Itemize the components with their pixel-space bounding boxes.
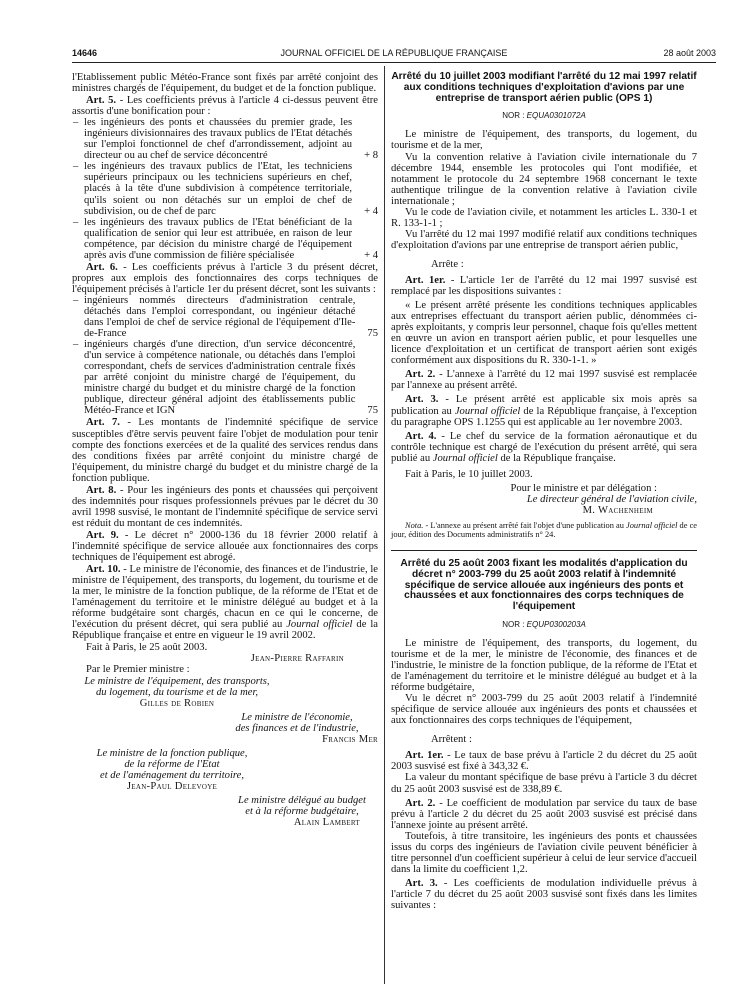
column-divider [384, 66, 385, 984]
signatory-equipment: Le ministre de l'équipement, des transports, du logement, du tourisme et de la mer, Gilles de Robien [84, 675, 270, 709]
arrete-title: Arrêté du 10 juillet 2003 modifiant l'arrêté du 12 mai 1997 relatif aux conditions techniques d'exploitation d'avions par une entreprise de transport aérien public (OPS 1) [391, 71, 697, 104]
article-5: Art. 5. - Les coefficients prévus à l'article 4 ci-dessus peuvent être assortis d'une bonification pour : [72, 95, 378, 118]
coefficient-value: + 4 [364, 205, 378, 217]
delegation-line: Pour le ministre et par délégation : [510, 482, 657, 494]
decree-continuation: l'Etablissement public Météo-France sont fixés par arrêté conjoint des ministres chargés de l'équipement, du budget et de la fonction publique. [72, 72, 378, 95]
right-column [391, 72, 697, 990]
section-divider [391, 550, 697, 551]
list-item: – ingénieurs chargés d'une direction, d'un service déconcentré, d'un service à compétence nationale, ou détachés dans l'emploi correspondant, chefs de services d'administration centrale fixés par arrêté conjoint du ministre chargé de l'équipement, du ministre chargé du budget et du ministre chargé de la fonction publique, directeur général adjoint des établissements public Météo-France et IGN 75 [84, 339, 378, 416]
preamble-visa: Vu le décret n° 2003-799 du 25 août 2003 relatif à l'indemnité spécifique de service allouée aux ingénieurs des ponts et chaussées et aux fonctionnaires des corps techniques de l'équipement, [391, 693, 697, 727]
preamble-ministers: Le ministre de l'équipement, des transports, du logement, du tourisme et de la mer, le ministre de l'économie, des finances et de l'industrie, le ministre de la fonction publique, de la réforme de l'Etat et de l'aménagement du territoire et le ministre délégué au budget et à la réforme budgétaire, [391, 637, 697, 694]
article-label: Art. 7. [86, 417, 120, 429]
signatory-title: Le directeur général de l'aviation civile, [526, 493, 697, 505]
list-item: – les ingénieurs des travaux publics de l'Etat, les techniciens supérieurs principaux ou les techniciens supérieurs en chef, placés à la tête d'une subdivision à compétence territoriale, qu'ils soient ou non détachés sur un emploi de chef de subdivision, ou de chef de parc + 4 [84, 161, 378, 216]
signer-prime-minister: Jean-Pierre Raffarin [250, 653, 344, 665]
coefficient-value: 75 [367, 328, 378, 340]
list-item: – ingénieurs nommés directeurs d'administration centrale, détachés dans l'emploi correspondant, ou ingénieur détaché dans l'emploi de chef de service régional de l'équipement d'Ile-de-France 75 [84, 295, 378, 339]
article-3: Art. 3. - Les coefficients de modulation individuelle prévus à l'article 7 du décret du 25 août 2003 susvisé sont fixés dans les limites suivantes : [391, 877, 697, 911]
coefficient-value: 75 [367, 405, 378, 417]
article-2: Art. 2. - L'annexe à l'arrêté du 12 mai 1997 susvisé est remplacée par l'annexe au présent arrêté. [391, 369, 697, 392]
article-label: Art. 9. [86, 529, 119, 541]
article-label: Art. 10. [86, 564, 121, 576]
signature-date: Fait à Paris, le 25 août 2003. [86, 642, 208, 654]
article-3: Art. 3. - Le présent arrêté est applicable six mois après sa publication au Journal officiel de la République française, à l'exception du paragraphe OPS 1.1255 qui est applicable au 1er novembre 2003. [391, 394, 697, 428]
article-6: Art. 6. - Les coefficients prévus à l'article 3 du présent décret, propres aux emplois des fonctionnaires des corps techniques de l'équipement précisés à l'article 1er du présent décret, sont les suivants : [72, 261, 379, 295]
preamble-visa: Vu la convention relative à l'aviation civile internationale du 7 décembre 1944, ensemble les protocoles qui l'ont modifiée, et notamment le protocole du 24 septembre 1968 concernant le texte authentique trilingue de la convention relative à l'aviation civile internationale ; [391, 151, 697, 207]
article-1-quote: « Le présent arrêté présente les conditions techniques applicables aux entreprises effectuant du transport aérien public, dénommées ci-après exploitants, y compris leur personnel, chaque fois qu'elles mettent en œuvre un avion en transport aérien public, et pour lesquelles une licence d'exploitation et un certificat de transport aérien sont exigés conformément aux dispositions du R. 330-1-1. » [391, 300, 697, 367]
signature-date: Fait à Paris, le 10 juillet 2003. [405, 468, 533, 480]
nor-reference: NOR : EQUA0301072A [502, 111, 586, 121]
list-item: – les ingénieurs des travaux publics de l'Etat bénéficiant de la qualification de senior qui leur est attribuée, en raison de leur compétence, par décision du ministre chargé de l'équipement après avis d'une commission de filière spécialisée + 4 [84, 217, 378, 261]
article-9: Art. 9. - Le décret n° 2000-136 du 18 février 2000 relatif à l'indemnité spécifique de service allouée aux fonctionnaires des corps techniques de l'équipement est abrogé. [72, 529, 378, 564]
preamble-visa: Vu l'arrêté du 12 mai 1997 modifié relatif aux conditions techniques d'exploitation d'avions par une entreprise de transport aérien public, [391, 228, 697, 251]
signatory-name: M. Wachenheim [582, 504, 653, 516]
left-column [72, 72, 378, 990]
article-4: Art. 4. - Le chef du service de la formation aéronautique et du contrôle technique est chargé de l'exécution du présent arrêté, qui sera publié au Journal officiel de la République française. [391, 430, 697, 464]
signatory-budget: Le ministre délégué au budget et à la réforme budgétaire, Alain Lambert [238, 795, 366, 829]
article-label: Art. 5. [86, 95, 117, 107]
by-prime-minister: Par le Premier ministre : [86, 664, 190, 676]
article-7: Art. 7. - Les montants de l'indemnité spécifique de service susceptibles d'être servis peuvent faire l'objet de modulation pour tenir compte des fonctions exercées et de la qualité des services rendus dans des conditions fixées par arrêté conjoint du ministre chargé de l'équipement, du ministre chargé du budget et du ministre chargé de la fonction publique. [72, 417, 378, 484]
article-label: Art. 8. [86, 484, 117, 496]
signatory-economy: Le ministre de l'économie, des finances et de l'industrie, Francis Mer [235, 711, 378, 745]
coefficient-value: + 8 [364, 150, 378, 162]
page-header [72, 47, 716, 59]
list-item: – les ingénieurs des ponts et chaussées du premier grade, les ingénieurs divisionnaires des travaux publics de l'Etat détachés sur l'emploi fonctionnel de chef d'arrondissement, adjoint au directeur ou au chef de service déconcentré + 8 [84, 117, 378, 161]
signatory-civil-service: Le ministre de la fonction publique, de la réforme de l'Etat et de l'aménagement du territoire, Jean-Paul Delevoye [96, 747, 248, 792]
nor-reference: NOR : EQUP0300203A [502, 619, 586, 629]
article-6-list [72, 295, 378, 417]
article-label: Art. 6. [86, 261, 118, 273]
article-1-paragraph: La valeur du montant spécifique de base prévu à l'article 3 du décret du 25 août 2003 susvisé est de 338,89 €. [391, 772, 697, 795]
article-1: Art. 1er. - Le taux de base prévu à l'article 2 du décret du 25 août 2003 susvisé est fixé à 343,32 €. [391, 750, 698, 773]
article-2-paragraph: Toutefois, à titre transitoire, les ingénieurs des ponts et chaussées issus du corps des ingénieurs de l'aviation civile peuvent bénéficier à titre personnel d'un coefficient supérieur à celui de leur service d'accueil dans la limite du coefficient 1,2. [391, 830, 697, 875]
article-5-list [72, 117, 378, 261]
arrete-title: Arrêté du 25 août 2003 fixant les modalités d'application du décret n° 2003-799 du 25 août 2003 relatif à l'indemnité spécifique de service allouée aux ingénieurs des ponts et chaussées et aux fonctionnaires des corps techniques de l'équipement [400, 557, 688, 613]
article-2: Art. 2. - Le coefficient de modulation par service du taux de base prévu à l'article 2 du décret du 25 août 2003 susvisé est précisé dans l'annexe jointe au présent arrêté. [391, 797, 697, 831]
preamble-visa: Vu le code de l'aviation civile, et notamment les articles L. 330-1 et R. 133-1-1 ; [391, 206, 697, 229]
article-10: Art. 10. - Le ministre de l'économie, des finances et de l'industrie, le ministre de l'équipement, des transports, du logement, du tourisme et de la mer, le ministre de la fonction publique, de la réforme de l'Etat et de l'aménagement du territoire et le ministre délégué au budget et à la réforme budgétaire sont chargés, chacun en ce qui le concerne, de l'exécution du présent décret, qui sera publié au Journal officiel de la République française et entre en vigueur le 19 avril 2002. [72, 564, 379, 642]
preamble-minister: Le ministre de l'équipement, des transports, du logement, du tourisme et de la mer, [391, 129, 697, 152]
arrete-heading: Arrête : [431, 258, 464, 270]
page-number: 14646 [72, 48, 98, 58]
arretent-heading: Arrêtent : [431, 734, 472, 746]
header-rule [72, 62, 716, 63]
issue-date: 28 août 2003 [663, 48, 716, 58]
nota: Nota. - L'annexe au présent arrêté fait l'objet d'une publication au Journal officiel de ce jour, édition des Documents administratifs n° 24. [391, 520, 697, 540]
article-8: Art. 8. - Pour les ingénieurs des ponts et chaussées qui perçoivent des indemnités pour risques professionnels prévues par le décret du 30 avril 1998 susvisé, le montant de l'indemnité spécifique de service servi est réduit du montant de ces indemnités. [72, 484, 378, 529]
coefficient-value: + 4 [364, 249, 378, 261]
journal-title: JOURNAL OFFICIEL DE LA RÉPUBLIQUE FRANÇAISE [280, 48, 508, 58]
article-1: Art. 1er. - L'article 1er de l'arrêté du 12 mai 1997 susvisé est remplacé par les dispositions suivantes : [391, 275, 697, 298]
